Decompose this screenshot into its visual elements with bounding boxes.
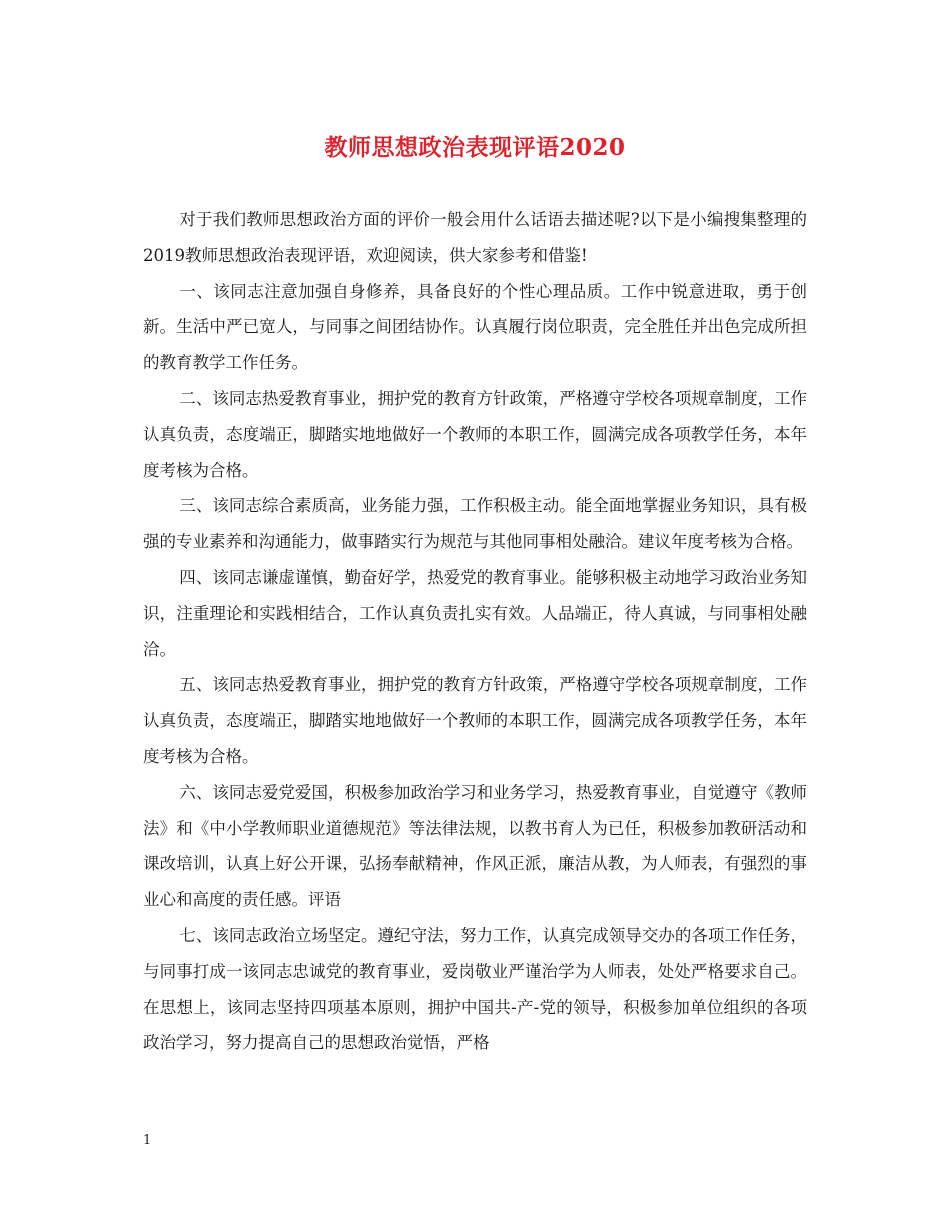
- document-title: 教师思想政治表现评语2020: [324, 134, 626, 161]
- document-body: [143, 202, 807, 1061]
- paragraph-2: 二、该同志热爱教育事业，拥护党的教育方针政策，严格遵守学校各项规章制度，工作认真负责，态度端正，脚踏实地地做好一个教师的本职工作，圆满完成各项教学任务，本年度考核为合格。: [143, 388, 807, 480]
- paragraph-6: 六、该同志爱党爱国，积极参加政治学习和业务学习，热爱教育事业，自觉遵守《教师法》和《中小学教师职业道德规范》等法律法规，以教书育人为已任，积极参加教研活动和课改培训，认真上好公开课，弘扬奉献精神，作风正派，廉洁从教，为人师表，有强烈的事业心和高度的责任感。评语: [143, 782, 807, 910]
- paragraph-3: 三、该同志综合素质高，业务能力强，工作积极主动。能全面地掌握业务知识，具有极强的专业素养和沟通能力，做事踏实行为规范与其他同事相处融洽。建议年度考核为合格。: [143, 496, 807, 552]
- paragraph-7: 七、该同志政治立场坚定。遵纪守法，努力工作，认真完成领导交办的各项工作任务，与同事打成一该同志忠诚党的教育事业，爱岗敬业严谨治学为人师表，处处严格要求自己。在思想上，该同志坚持四项基本原则，拥护中国共-产-党的领导，积极参加单位组织的各项政治学习，努力提高自己的思想政治觉悟，严格: [143, 925, 807, 1053]
- paragraph-5: 五、该同志热爱教育事业，拥护党的教育方针政策，严格遵守学校各项规章制度，工作认真负责，态度端正，脚踏实地地做好一个教师的本职工作，圆满完成各项教学任务，本年度考核为合格。: [143, 675, 807, 766]
- intro-paragraph: 对于我们教师思想政治方面的评价一般会用什么话语去描述呢?以下是小编搜集整理的2019教师思想政治表现评语，欢迎阅读，供大家参考和借鉴!: [143, 210, 807, 265]
- page-number: 1: [143, 1133, 152, 1148]
- paragraph-1: 一、该同志注意加强自身修养，具备良好的个性心理品质。工作中锐意进取，勇于创新。生活中严已宽人，与同事之间团结协作。认真履行岗位职责，完全胜任并出色完成所担的教育教学工作任务。: [143, 281, 807, 373]
- paragraph-4: 四、该同志谦虚谨慎，勤奋好学，热爱党的教育事业。能够积极主动地学习政治业务知识，注重理论和实践相结合，工作认真负责扎实有效。人品端正，待人真诚，与同事相处融洽。: [143, 567, 807, 659]
